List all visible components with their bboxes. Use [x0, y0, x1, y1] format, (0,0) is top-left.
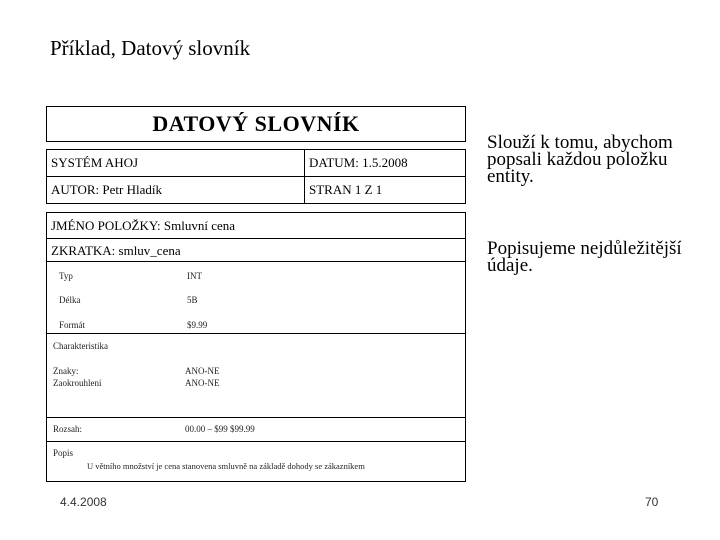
data-dictionary-form: [46, 106, 466, 480]
bullet-content: Popisujeme nejdůležitější údaje.: [487, 238, 682, 276]
range-value: 00.00 – $99 $99.99: [185, 424, 255, 434]
item-name: JMÉNO POLOŽKY: Smluvní cena: [51, 218, 236, 233]
description-label: Popis: [53, 448, 74, 458]
divider: [47, 238, 465, 239]
format-label: Formát: [59, 320, 85, 330]
divider: [47, 417, 465, 418]
date-cell: DATUM: 1.5.2008: [304, 149, 466, 177]
bullet-purpose: Slouží k tomu, abychom popsali každou položku entity.: [487, 132, 673, 187]
rounding-value: ANO-NE: [185, 378, 220, 388]
range-label: Rozsah:: [53, 424, 82, 434]
divider: [47, 333, 465, 334]
type-label: Typ: [59, 271, 73, 281]
pages-cell: STRAN 1 Z 1: [304, 176, 466, 204]
length-value: 5B: [187, 295, 198, 305]
divider: [47, 441, 465, 442]
form-heading: DATOVÝ SLOVNÍK: [46, 106, 466, 142]
description-value: U větního množství je cena stanovena smluvně na základě dohody se zákazníkem: [87, 461, 365, 471]
slide-title: Příklad, Datový slovník: [50, 36, 251, 60]
system-cell: SYSTÉM AHOJ: [46, 149, 305, 177]
rounding-label: Zaokrouhlení: [53, 378, 102, 388]
item-abbreviation: ZKRATKA: smluv_cena: [51, 243, 181, 258]
format-value: $9.99: [187, 320, 208, 330]
signs-value: ANO-NE: [185, 366, 220, 376]
characteristics-heading: Charakteristika: [53, 341, 108, 351]
item-detail-panel: [46, 212, 466, 482]
divider: [47, 261, 465, 262]
signs-label: Znaky:: [53, 366, 79, 376]
author-cell: AUTOR: Petr Hladík: [46, 176, 305, 204]
length-label: Délka: [59, 295, 81, 305]
page-number: 70: [645, 495, 659, 509]
footer-date: 4.4.2008: [60, 495, 107, 509]
type-value: INT: [187, 271, 202, 281]
